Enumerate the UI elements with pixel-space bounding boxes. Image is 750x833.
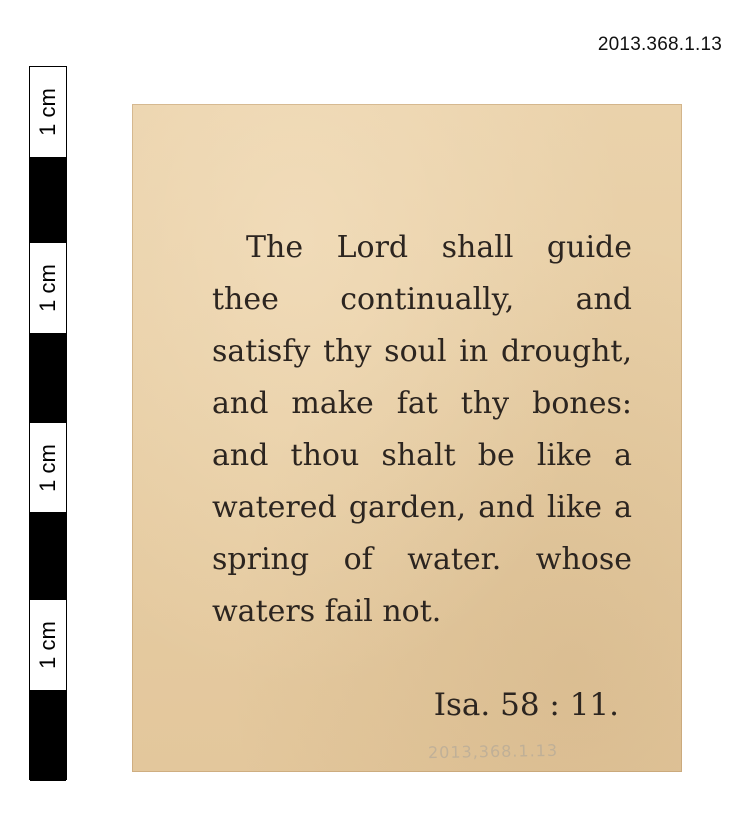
scale-segment bbox=[30, 423, 66, 512]
verse-reference: Isa. 58 : 11. bbox=[433, 687, 619, 723]
pencil-inscription: 2013,368.1.13 bbox=[427, 740, 559, 763]
scale-segment bbox=[30, 690, 66, 781]
scale-bar bbox=[29, 66, 67, 780]
scale-segment bbox=[30, 157, 66, 243]
scale-label: 1 cm bbox=[35, 88, 60, 136]
scale-segment bbox=[30, 243, 66, 333]
scale-segment bbox=[30, 600, 66, 690]
verse-text: The Lord shall guide thee continually, and satisfy thy soul in drought, and make fat thy bones: and thou shalt be like a watered garden, and like a spring of water. whose waters fail not. bbox=[212, 230, 632, 629]
scale-label: 1 cm bbox=[35, 264, 60, 312]
scale-label: 1 cm bbox=[35, 443, 60, 492]
accession-number: 2013.368.1.13 bbox=[597, 34, 722, 55]
scale-segment bbox=[30, 512, 66, 600]
scale-segment bbox=[30, 67, 66, 157]
scale-label: 1 cm bbox=[35, 621, 60, 669]
scripture-card bbox=[132, 104, 682, 772]
scale-segment bbox=[30, 333, 66, 423]
